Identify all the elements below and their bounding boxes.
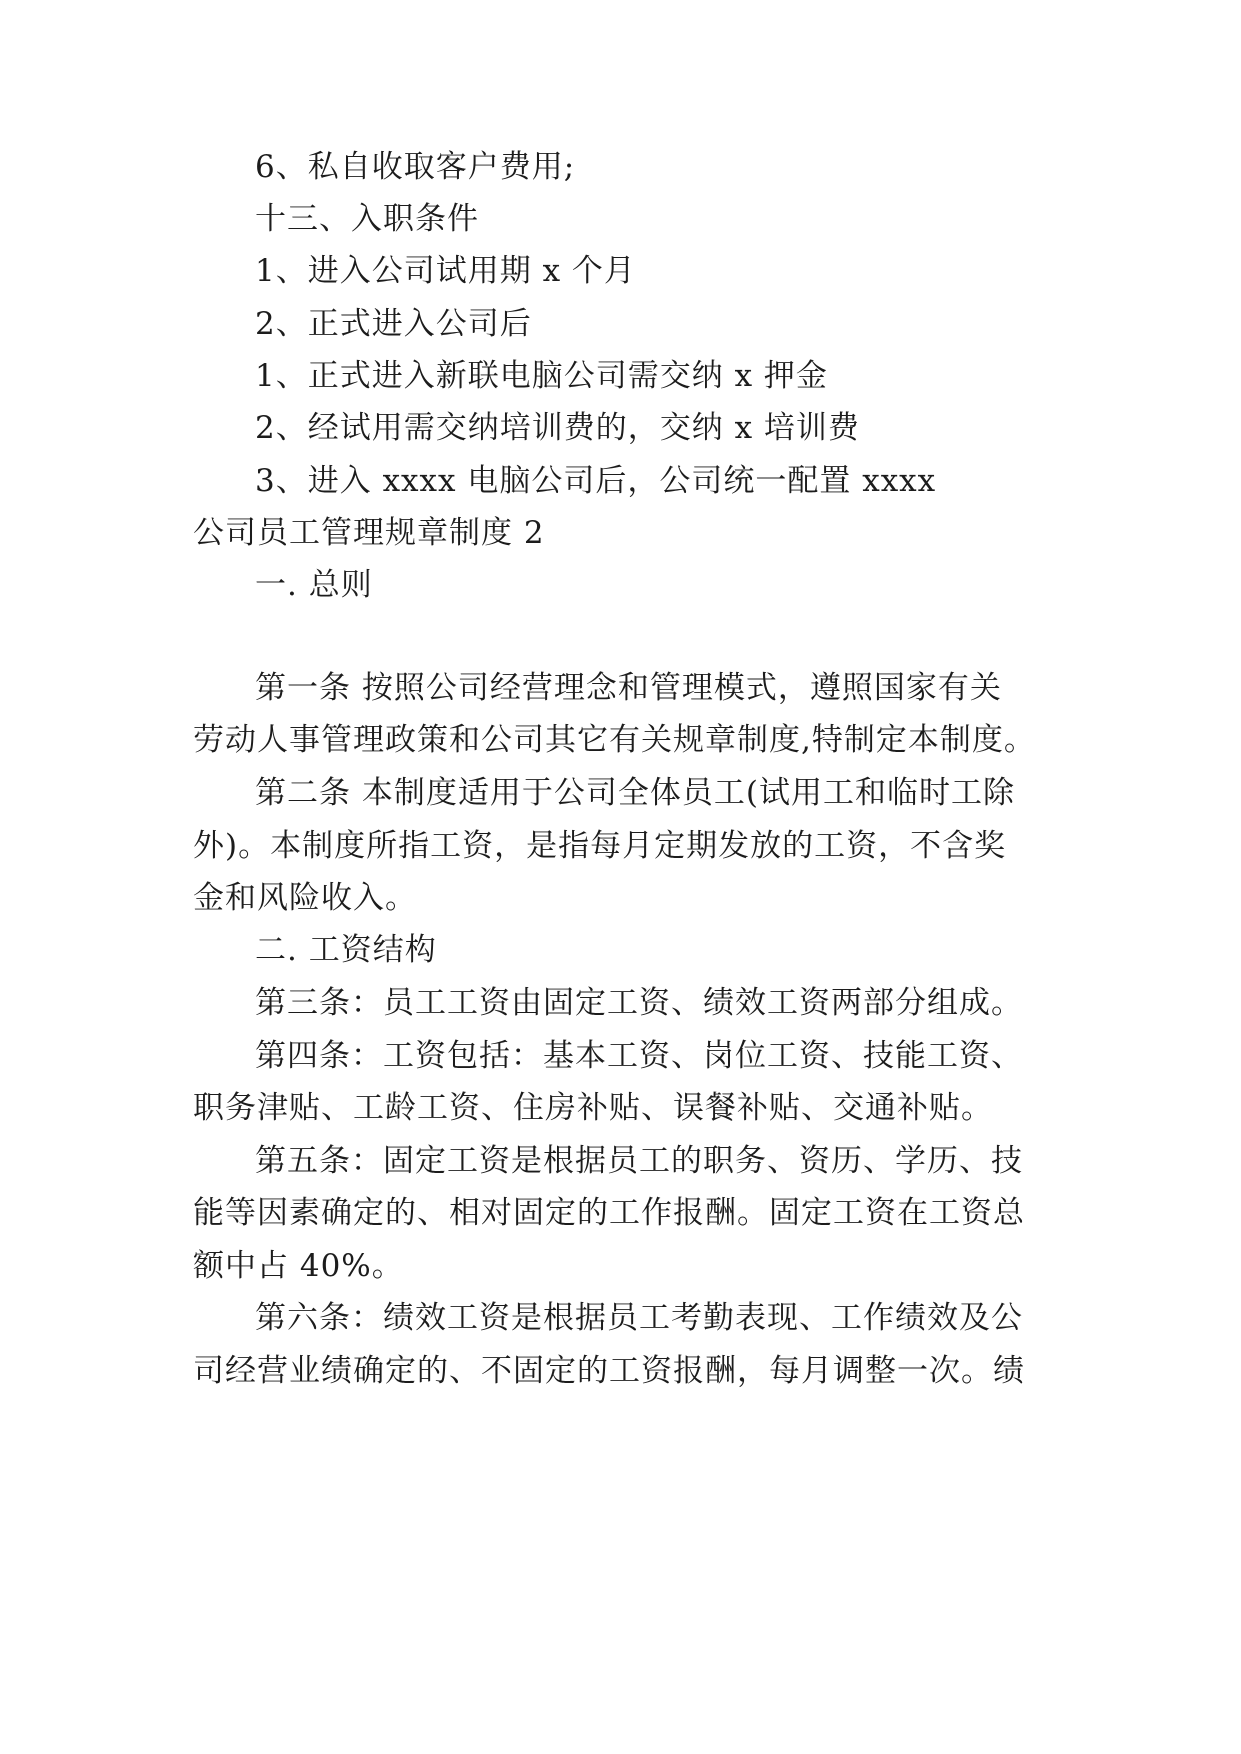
text-line: 2、经试用需交纳培训费的，交纳 x 培训费 bbox=[255, 410, 860, 446]
text-line: 第四条：工资包括：基本工资、岗位工资、技能工资、 bbox=[255, 1038, 1023, 1074]
text-line: 额中占 40%。 bbox=[193, 1248, 404, 1284]
section-heading: 二. 工资结构 bbox=[255, 932, 437, 968]
section-heading: 一. 总则 bbox=[255, 567, 373, 603]
text-line: 外)。本制度所指工资，是指每月定期发放的工资，不含奖 bbox=[193, 828, 1007, 864]
text-line: 职务津贴、工龄工资、住房补贴、误餐补贴、交通补贴。 bbox=[193, 1090, 993, 1126]
text-line: 第三条：员工工资由固定工资、绩效工资两部分组成。 bbox=[255, 985, 1023, 1021]
text-line: 能等因素确定的、相对固定的工作报酬。固定工资在工资总 bbox=[193, 1195, 1025, 1231]
document-title: 公司员工管理规章制度 2 bbox=[193, 515, 545, 551]
text-line: 金和风险收入。 bbox=[193, 880, 417, 916]
text-line: 第一条 按照公司经营理念和管理模式，遵照国家有关 bbox=[255, 670, 1002, 706]
text-line: 3、进入 xxxx 电脑公司后，公司统一配置 xxxx bbox=[255, 463, 937, 499]
section-heading: 十三、入职条件 bbox=[255, 201, 479, 237]
text-line: 劳动人事管理政策和公司其它有关规章制度,特制定本制度。 bbox=[193, 722, 1036, 758]
text-line: 第六条：绩效工资是根据员工考勤表现、工作绩效及公 bbox=[255, 1300, 1023, 1336]
text-line: 6、私自收取客户费用; bbox=[255, 149, 576, 185]
text-line: 1、正式进入新联电脑公司需交纳 x 押金 bbox=[255, 358, 828, 394]
text-line: 第二条 本制度适用于公司全体员工(试用工和临时工除 bbox=[255, 775, 1015, 811]
text-line: 第五条：固定工资是根据员工的职务、资历、学历、技 bbox=[255, 1143, 1023, 1179]
text-line: 2、正式进入公司后 bbox=[255, 306, 532, 342]
text-line: 1、进入公司试用期 x 个月 bbox=[255, 253, 636, 289]
text-line: 司经营业绩确定的、不固定的工资报酬，每月调整一次。绩 bbox=[193, 1353, 1025, 1389]
